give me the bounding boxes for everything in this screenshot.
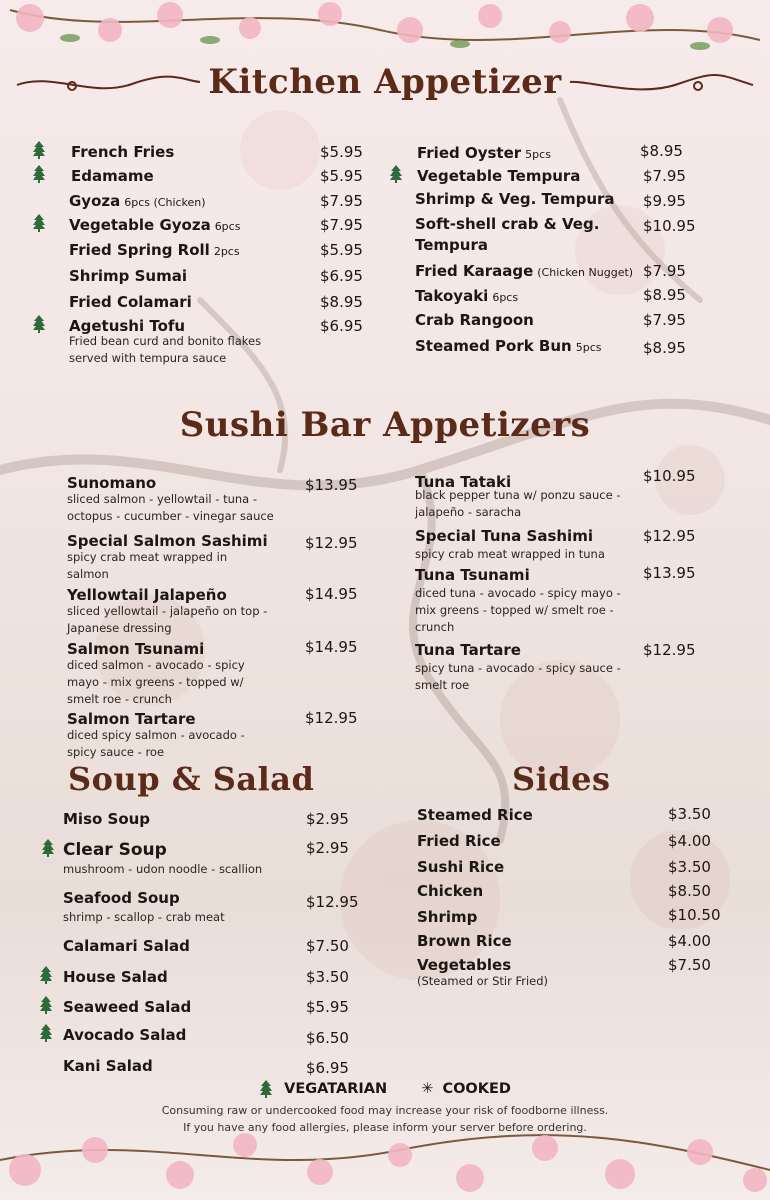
menu-item-name: Shrimp — [417, 908, 478, 926]
menu-item-price: $2.95 — [306, 839, 349, 857]
menu-item-name: Edamame — [71, 167, 154, 185]
vegetarian-tree-icon — [33, 141, 45, 159]
menu-item-price: $7.50 — [306, 937, 349, 955]
menu-item-name: Seaweed Salad — [63, 998, 192, 1016]
menu-item-price: $8.95 — [643, 286, 686, 304]
menu-item-description: diced spicy salmon - avocado - — [67, 728, 245, 742]
menu-item-name: Fried Karaage (Chicken Nugget) — [415, 262, 634, 280]
menu-item-price: $7.95 — [643, 311, 686, 329]
menu-item-name: Vegetable Tempura — [417, 167, 581, 185]
menu-item-price: $4.00 — [668, 932, 711, 950]
menu-item-name: Special Salmon Sashimi — [67, 532, 268, 550]
menu-item-description: diced tuna - avocado - spicy mayo - — [415, 586, 621, 600]
menu-item-name: Tuna Tataki — [415, 473, 512, 491]
vegetarian-tree-icon — [33, 214, 45, 232]
menu-item-price: $9.95 — [643, 192, 686, 210]
section-title-sides: Sides — [512, 760, 611, 798]
menu-item-description: Fried bean curd and bonito flakes — [69, 334, 262, 348]
menu-item-name: Fried Oyster 5pcs — [417, 144, 551, 162]
menu-item-description: mayo - mix greens - topped w/ — [67, 675, 244, 689]
menu-item-price: $6.95 — [320, 317, 363, 335]
menu-item-price: $12.95 — [305, 534, 358, 552]
cooked-symbol-icon: ✳ — [421, 1081, 434, 1097]
menu-item-name: Kani Salad — [63, 1057, 153, 1075]
menu-item-description: served with tempura sauce — [69, 351, 227, 365]
section-title-soup-salad: Soup & Salad — [68, 760, 315, 798]
menu-item-price: $8.50 — [668, 882, 711, 900]
menu-item-name: Brown Rice — [417, 932, 512, 950]
menu-item-price: $6.50 — [306, 1029, 349, 1047]
menu-item-price: $3.50 — [306, 968, 349, 986]
menu-item-price: $6.95 — [320, 267, 363, 285]
menu-item-price: $5.95 — [320, 241, 363, 259]
menu-item-name: Sushi Rice — [417, 858, 505, 876]
vegetarian-tree-icon — [40, 996, 52, 1014]
vegetarian-legend-label: VEGATARIAN — [284, 1081, 388, 1097]
menu-item-description: sliced salmon - yellowtail - tuna - — [67, 492, 258, 506]
menu-item-price: $13.95 — [305, 476, 358, 494]
menu-item-price: $7.95 — [320, 192, 363, 210]
section-title-sushi-bar-appetizers: Sushi Bar Appetizers — [179, 405, 591, 445]
vegetarian-tree-icon — [390, 165, 402, 183]
menu-item-name-continued: Tempura — [415, 236, 488, 254]
menu-item-name: Clear Soup — [63, 840, 167, 860]
menu-item-price: $10.95 — [643, 467, 696, 485]
menu-item-name: Vegetable Gyoza 6pcs — [69, 216, 241, 234]
menu-item-name: Seafood Soup — [63, 889, 180, 907]
menu-item-price: $3.50 — [668, 805, 711, 823]
menu-item-name: House Salad — [63, 968, 168, 986]
menu-item-price: $13.95 — [643, 564, 696, 582]
menu-item-description: sliced yellowtail - jalapeño on top - — [67, 604, 268, 618]
menu-legend — [0, 1080, 770, 1098]
menu-item-description: jalapeño - saracha — [415, 505, 522, 519]
menu-item-name: Yellowtail Jalapeño — [67, 586, 227, 604]
menu-item-description: shrimp - scallop - crab meat — [63, 910, 225, 924]
menu-item-description: smelt roe — [415, 678, 470, 692]
menu-item-description: spicy crab meat wrapped in — [67, 550, 228, 564]
menu-item-price: $7.95 — [320, 216, 363, 234]
menu-item-name: Shrimp Sumai — [69, 267, 187, 285]
menu-item-name: Soft-shell crab & Veg. — [415, 215, 600, 233]
menu-item-name: Special Tuna Sashimi — [415, 527, 593, 545]
menu-item-price: $10.50 — [668, 906, 721, 924]
cherry-blossom-top-border — [0, 0, 770, 70]
menu-item-description: mix greens - topped w/ smelt roe - — [415, 603, 614, 617]
menu-item-price: $7.95 — [643, 167, 686, 185]
menu-item-price: $7.50 — [668, 956, 711, 974]
vegetarian-tree-icon — [33, 315, 45, 333]
menu-item-name: Salmon Tsunami — [67, 640, 205, 658]
menu-item-price: $6.95 — [306, 1059, 349, 1077]
menu-item-price: $8.95 — [320, 293, 363, 311]
menu-item-name: Gyoza 6pcs (Chicken) — [69, 192, 206, 210]
menu-item-name: Crab Rangoon — [415, 311, 534, 329]
disclaimer-line-1: Consuming raw or undercooked food may increase your risk of foodborne illness. — [161, 1104, 609, 1117]
menu-item-description: spicy sauce - roe — [67, 745, 165, 759]
menu-item-description: Japanese dressing — [67, 621, 172, 635]
section-title-kitchen-appetizer: Kitchen Appetizer — [208, 62, 562, 102]
menu-item-price: $7.95 — [643, 262, 686, 280]
menu-item-price: $12.95 — [305, 709, 358, 727]
menu-item-price: $2.95 — [306, 810, 349, 828]
tree-icon — [259, 1080, 273, 1098]
menu-item-name: Miso Soup — [63, 810, 151, 828]
menu-item-description: spicy tuna - avocado - spicy sauce - — [415, 661, 621, 675]
menu-item-description: diced salmon - avocado - spicy — [67, 658, 245, 672]
menu-item-price: $4.00 — [668, 832, 711, 850]
menu-item-price: $5.95 — [320, 143, 363, 161]
menu-item-description: smelt roe - crunch — [67, 692, 172, 706]
menu-item-price: $10.95 — [643, 217, 696, 235]
vegetarian-tree-icon — [40, 966, 52, 984]
disclaimer-line-2: If you have any food allergies, please inform your server before ordering. — [183, 1121, 587, 1134]
menu-item-description: spicy crab meat wrapped in tuna — [415, 547, 605, 561]
menu-item-description: salmon — [67, 567, 109, 581]
menu-item-price: $12.95 — [643, 641, 696, 659]
menu-item-name: Fried Colamari — [69, 293, 192, 311]
menu-item-name: Tuna Tartare — [415, 641, 521, 659]
menu-item-price: $12.95 — [643, 527, 696, 545]
menu-item-description: crunch — [415, 620, 455, 634]
menu-item-price: $8.95 — [640, 142, 683, 160]
menu-item-name: Tuna Tsunami — [415, 566, 530, 584]
menu-item-price: $12.95 — [306, 893, 359, 911]
menu-item-name: Sunomano — [67, 474, 157, 492]
cooked-legend-label: COOKED — [442, 1081, 511, 1097]
menu-item-description: (Steamed or Stir Fried) — [417, 974, 549, 988]
menu-item-price: $14.95 — [305, 585, 358, 603]
menu-item-description: octopus - cucumber - vinegar sauce — [67, 509, 274, 523]
menu-item-name: Steamed Pork Bun 5pcs — [415, 337, 602, 355]
menu-item-price: $5.95 — [320, 167, 363, 185]
menu-item-name: Takoyaki 6pcs — [415, 287, 519, 305]
menu-item-description: mushroom - udon noodle - scallion — [63, 862, 263, 876]
menu-item-name: Agetushi Tofu — [69, 317, 186, 335]
vegetarian-tree-icon — [42, 839, 54, 857]
menu-item-name: Shrimp & Veg. Tempura — [415, 190, 615, 208]
menu-item-price: $8.95 — [643, 339, 686, 357]
menu-item-name: Salmon Tartare — [67, 710, 196, 728]
menu-item-name: Calamari Salad — [63, 937, 190, 955]
menu-item-name: Avocado Salad — [63, 1026, 187, 1044]
menu-item-name: Steamed Rice — [417, 806, 533, 824]
menu-item-price: $14.95 — [305, 638, 358, 656]
menu-item-price: $3.50 — [668, 858, 711, 876]
vegetarian-tree-icon — [40, 1024, 52, 1042]
menu-item-description: black pepper tuna w/ ponzu sauce - — [415, 488, 621, 502]
menu-item-price: $5.95 — [306, 998, 349, 1016]
vegetarian-tree-icon — [33, 165, 45, 183]
menu-item-name: Chicken — [417, 882, 484, 900]
menu-item-name: French Fries — [71, 143, 175, 161]
menu-item-name: Vegetables — [417, 956, 512, 974]
menu-item-name: Fried Spring Roll 2pcs — [69, 241, 240, 259]
menu-item-name: Fried Rice — [417, 832, 501, 850]
